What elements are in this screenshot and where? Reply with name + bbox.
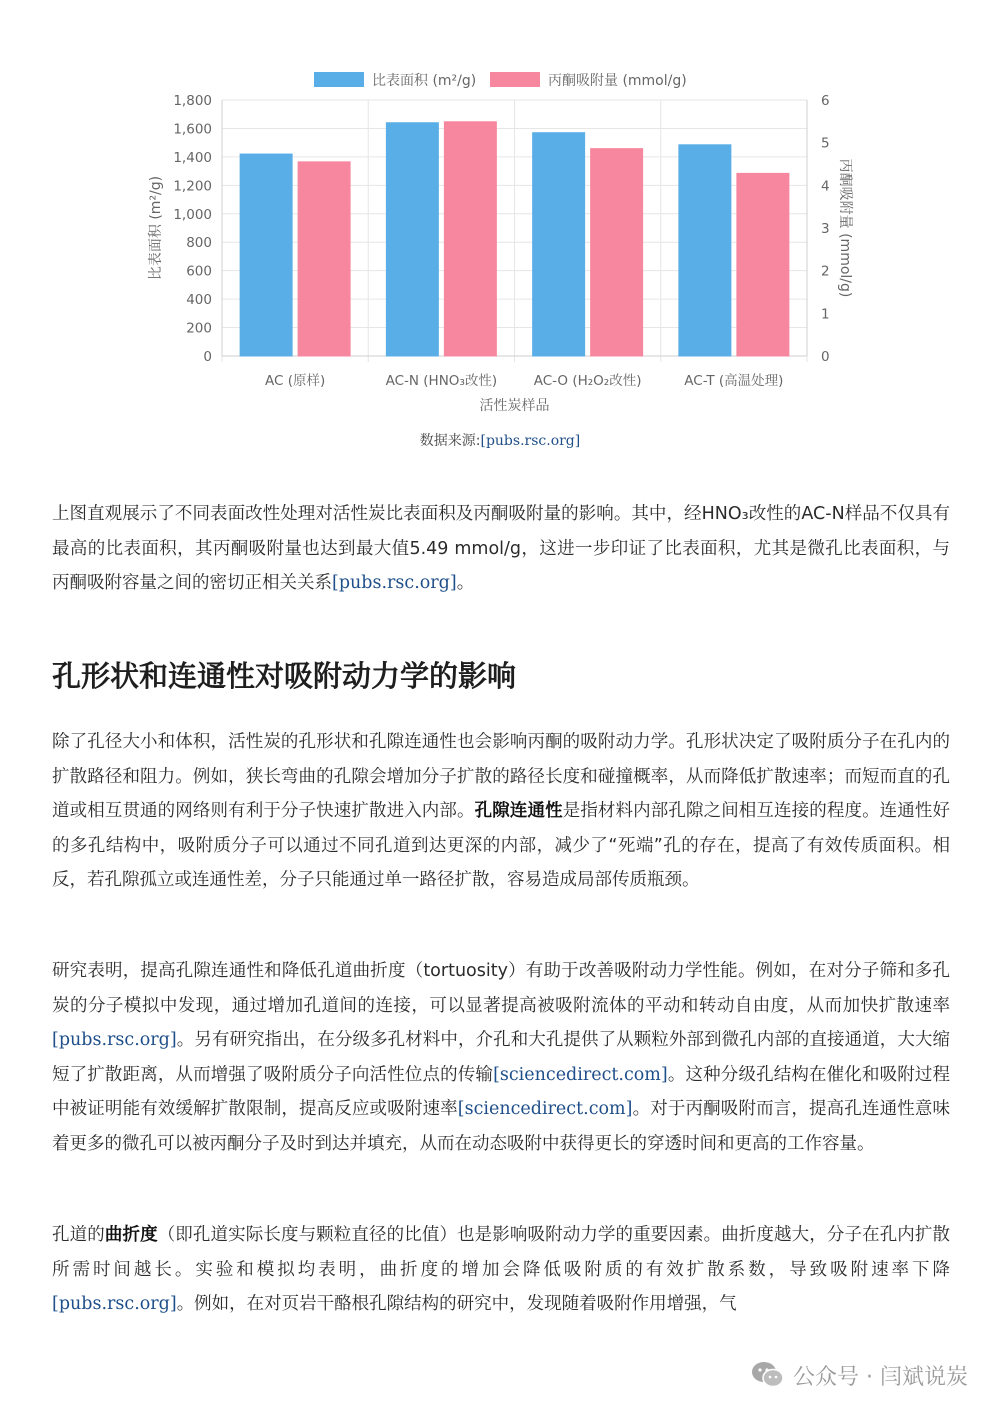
- y-right-tick-label: 5: [821, 135, 830, 152]
- wechat-icon: [751, 1360, 785, 1390]
- y-right-tick-label: 3: [821, 221, 830, 237]
- paragraph-text: 研究表明，提高孔隙连通性和降低孔道曲折度（tortuosity）有助于改善吸附动力学性能。例如，在对分子筛和多孔炭的分子模拟中发现，通过增加孔道间的连接，可以显著提高被吸附流体的平动和转动自由度，从而加快扩散速率: [52, 961, 950, 1016]
- y-left-tick-label: 1,400: [173, 149, 212, 166]
- x-tick-label: AC-O (H₂O₂改性): [533, 373, 642, 389]
- bar-acetone-uptake: [737, 173, 789, 356]
- paragraph-text: 除了孔径大小和体积，活性炭的孔形状和孔隙连通性也会影响丙酮的吸附动力学。孔形状决定了吸附质分子在孔内的扩散路径和阻力。例如，狭长弯曲的孔隙会增加分子扩散的路径长度和碰撞概率，从而降低扩散速率；而短而直的孔道或相互贯通的网络则有利于分子快速扩散进入内部。: [52, 732, 950, 821]
- reference-link[interactable]: [pubs.rsc.org]: [332, 573, 457, 593]
- bar-surface-area: [386, 123, 438, 356]
- legend-label-surface-area: 比表面积 (m²/g): [372, 73, 477, 89]
- watermark-text: 公众号 · 闫斌说炭: [793, 1364, 968, 1390]
- reference-link[interactable]: [sciencedirect.com]: [457, 1099, 633, 1119]
- bar-chart: [0, 0, 1000, 430]
- watermark: [751, 1355, 968, 1395]
- y-right-axis-title: 丙酮吸附量 (mmol/g): [837, 158, 853, 298]
- reference-link[interactable]: [pubs.rsc.org]: [52, 1294, 177, 1314]
- bar-surface-area: [240, 154, 292, 356]
- bar-surface-area: [679, 145, 731, 356]
- x-tick-label: AC (原样): [265, 373, 326, 389]
- legend-swatch-acetone-uptake: [490, 72, 540, 87]
- chart-section: [0, 0, 1000, 470]
- y-right-tick-label: 4: [821, 178, 830, 195]
- paragraph-text: 上图直观展示了不同表面改性处理对活性炭比表面积及丙酮吸附量的影响。其中，经HNO₃改性的AC-N样品不仅具有最高的比表面积，其丙酮吸附量也达到最大值5.49 mmol/g，这进一步印证了比表面积，尤其是微孔比表面积，与丙酮吸附容量之间的密切正相关关系: [52, 504, 950, 593]
- bold-term: 孔隙连通性: [474, 801, 563, 821]
- y-left-tick-label: 600: [186, 263, 212, 280]
- paragraph-text: 。对于丙酮吸附而言，提高孔连通性意味着更多的微孔可以被丙酮分子及时到达并填充，从而在动态吸附中获得更长的穿透时间和更高的工作容量。: [52, 1099, 951, 1154]
- legend-swatch-surface-area: [314, 72, 364, 87]
- paragraph-chart-summary: [52, 497, 950, 601]
- y-left-tick-label: 1,000: [173, 206, 212, 223]
- y-right-tick-label: 2: [821, 263, 830, 280]
- y-right-tick-label: 6: [821, 93, 830, 109]
- y-right-tick-label: 0: [821, 349, 830, 365]
- legend-label-acetone-uptake: 丙酮吸附量 (mmol/g): [548, 73, 687, 89]
- paragraph-text: 。另有研究指出，在分级多孔材料中，介孔和大孔提供了从颗粒外部到微孔内部的直接通道，大大缩短了扩散距离，从而增强了吸附质分子向活性位点的传输: [52, 1030, 950, 1085]
- y-left-axis-title: 比表面积 (m²/g): [148, 175, 164, 281]
- x-tick-label: AC-N (HNO₃改性): [385, 373, 498, 389]
- bar-acetone-uptake: [591, 149, 643, 356]
- chart-caption: [0, 430, 1000, 450]
- paragraph-text: 。: [456, 573, 475, 593]
- paragraph-text: （即孔道实际长度与颗粒直径的比值）也是影响吸附动力学的重要因素。曲折度越大，分子在孔内扩散所需时间越长。实验和模拟均表明，曲折度的增加会降低吸附质的有效扩散系数，导致吸附速率下降: [52, 1225, 951, 1280]
- paragraph-text: 孔道的: [52, 1225, 105, 1245]
- caption-source-link[interactable]: [pubs.rsc.org]: [480, 433, 581, 449]
- paragraph-pore-shape: [52, 725, 950, 898]
- bar-acetone-uptake: [298, 162, 350, 356]
- y-left-tick-label: 1,800: [173, 93, 212, 109]
- paragraph-text: 。例如，在对页岩干酪根孔隙结构的研究中，发现随着吸附作用增强，气: [176, 1294, 737, 1314]
- y-left-tick-label: 0: [203, 349, 212, 365]
- y-left-tick-label: 1,200: [173, 178, 212, 195]
- paragraph-connectivity-research: [52, 954, 950, 1161]
- paragraph-text: 。这种分级孔结构在催化和吸附过程中被证明能有效缓解扩散限制，提高反应或吸附速率: [52, 1064, 951, 1119]
- bold-term: 曲折度: [104, 1225, 158, 1245]
- bar-surface-area: [533, 133, 585, 356]
- paragraph-tortuosity: [52, 1218, 950, 1322]
- x-tick-label: AC-T (高温处理): [684, 373, 784, 389]
- x-axis-title: 活性炭样品: [479, 398, 550, 414]
- y-left-tick-label: 800: [186, 235, 212, 252]
- caption-prefix: 数据来源:: [419, 433, 481, 449]
- reference-link[interactable]: [sciencedirect.com]: [493, 1064, 668, 1085]
- y-left-tick-label: 200: [186, 320, 212, 337]
- section-heading: 孔形状和连通性对吸附动力学的影响: [52, 659, 517, 693]
- reference-link[interactable]: [pubs.rsc.org]: [52, 1030, 177, 1050]
- y-left-tick-label: 1,600: [173, 121, 212, 138]
- bar-acetone-uptake: [444, 122, 496, 356]
- paragraph-text: 是指材料内部孔隙之间相互连接的程度。连通性好的多孔结构中，吸附质分子可以通过不同孔道到达更深的内部，减少了“死端”孔的存在，提高了有效传质面积。相反，若孔隙孤立或连通性差，分子只能通过单一路径扩散，容易造成局部传质瓶颈。: [52, 801, 951, 890]
- y-right-tick-label: 1: [821, 306, 830, 323]
- y-left-tick-label: 400: [186, 292, 212, 309]
